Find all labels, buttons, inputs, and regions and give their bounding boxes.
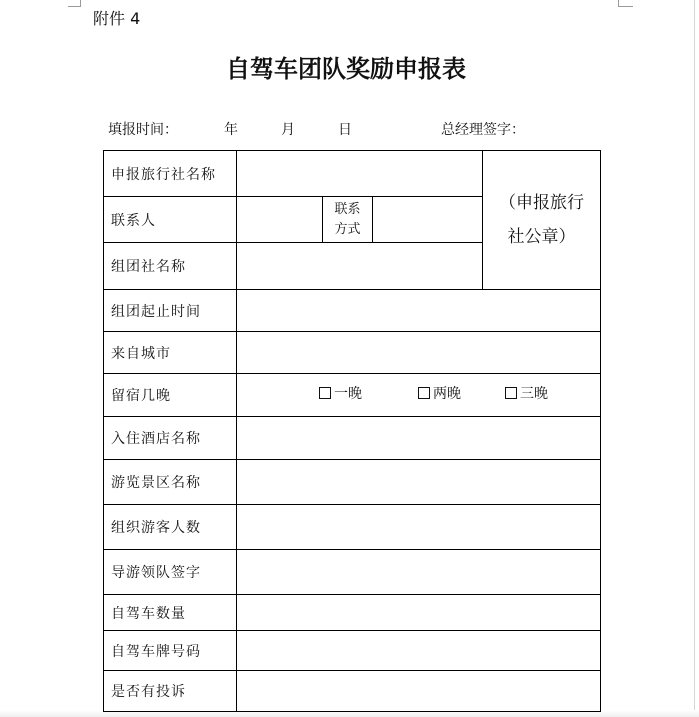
day-label: 日	[338, 122, 352, 138]
night-option-one[interactable]	[319, 383, 362, 403]
table-row	[104, 671, 601, 712]
attachment-label: 附件 4	[93, 9, 141, 28]
table-row	[104, 460, 601, 505]
fill-time-label: 填报时间：	[108, 122, 178, 138]
from-city-field[interactable]	[237, 332, 601, 374]
night-option-two[interactable]	[418, 383, 461, 403]
nights-options-wrap	[237, 374, 600, 416]
table-row	[104, 550, 601, 595]
table-row	[104, 151, 601, 197]
group-dates-label: 组团起止时间	[104, 290, 237, 332]
page-right-edge	[694, 0, 695, 717]
night-option-one-label: 一晚	[334, 386, 362, 402]
scenic-area-label: 游览景区名称	[104, 460, 237, 505]
contact-method-label	[323, 197, 373, 243]
table-row	[104, 374, 601, 417]
contact-method-field[interactable]	[373, 197, 483, 243]
night-option-two-label: 两晚	[433, 386, 461, 402]
stamp-note-line1: （申报旅行	[499, 193, 585, 213]
agency-name-field[interactable]	[237, 151, 483, 197]
table-row	[104, 631, 601, 671]
scenic-area-field[interactable]	[237, 460, 601, 505]
page-corner-mark-left	[68, 0, 81, 7]
guide-signature-field[interactable]	[237, 550, 601, 595]
checkbox-three-nights[interactable]	[505, 387, 517, 399]
plate-numbers-label: 自驾车牌号码	[104, 631, 237, 671]
table-row	[104, 595, 601, 631]
table-row	[104, 290, 601, 332]
visitor-count-field[interactable]	[237, 505, 601, 550]
plate-numbers-field[interactable]	[237, 631, 601, 671]
checkbox-two-nights[interactable]	[418, 387, 430, 399]
hotel-name-label: 入住酒店名称	[104, 417, 237, 460]
group-agency-field[interactable]	[237, 243, 483, 290]
nights-options	[237, 374, 601, 417]
table-row	[104, 417, 601, 460]
checkbox-one-night[interactable]	[319, 387, 331, 399]
complaints-field[interactable]	[237, 671, 601, 712]
stamp-area	[483, 151, 601, 290]
table-row	[104, 332, 601, 374]
group-agency-label: 组团社名称	[104, 243, 237, 290]
guide-signature-label: 导游领队签字	[104, 550, 237, 595]
complaints-label: 是否有投诉	[104, 671, 237, 712]
month-label: 月	[281, 122, 295, 138]
night-option-three-label: 三晚	[520, 386, 548, 402]
manager-signature-label: 总经理签字：	[441, 122, 525, 138]
stamp-note-line2: 社公章）	[507, 227, 576, 247]
hotel-name-field[interactable]	[237, 417, 601, 460]
year-label: 年	[224, 122, 238, 138]
night-option-three[interactable]	[505, 383, 548, 403]
visitor-count-label: 组织游客人数	[104, 505, 237, 550]
nights-label: 留宿几晚	[104, 374, 237, 417]
from-city-label: 来自城市	[104, 332, 237, 374]
application-table	[103, 150, 601, 712]
contact-method-text: 联系方式	[334, 201, 361, 237]
page-corner-mark-right	[618, 0, 633, 7]
car-count-label: 自驾车数量	[104, 595, 237, 631]
page-title: 自驾车团队奖励申报表	[226, 55, 466, 83]
car-count-field[interactable]	[237, 595, 601, 631]
agency-name-label: 申报旅行社名称	[104, 151, 237, 197]
table-row	[104, 505, 601, 550]
contact-person-label: 联系人	[104, 197, 237, 243]
application-form	[103, 150, 600, 711]
contact-person-field[interactable]	[237, 197, 323, 243]
group-dates-field[interactable]	[237, 290, 601, 332]
